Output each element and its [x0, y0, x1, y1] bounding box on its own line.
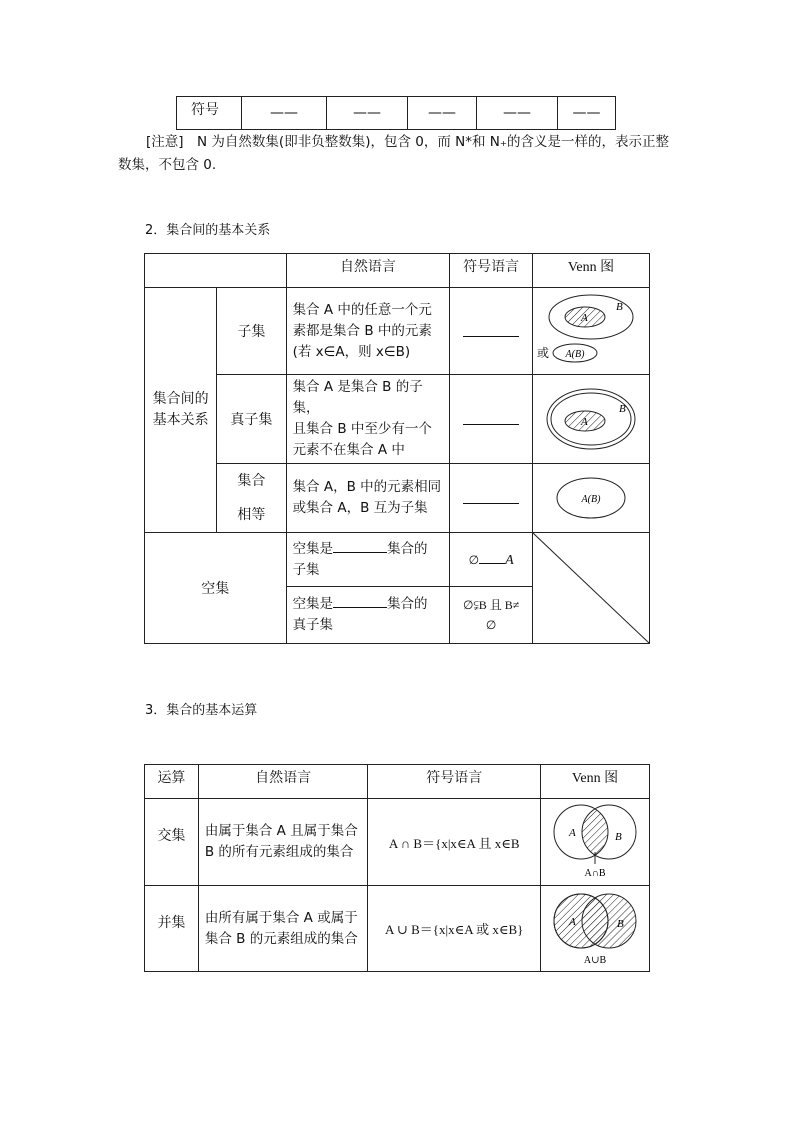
group-label-line-1: 集合间的	[152, 391, 209, 407]
union-venn-diagram	[541, 889, 649, 969]
relation-table	[144, 253, 650, 644]
symbol-blank-4: ——	[477, 97, 558, 130]
symbol-blank-2: ——	[327, 97, 408, 130]
subset-venn-or: 或	[537, 346, 550, 360]
note-line-2: 数集，不包含 0.	[118, 157, 217, 173]
note-line-1: [注意] N 为自然数集(即非负整数集)，包含 0，而 N*和 N₊的含义是一样的，表示正整	[146, 134, 669, 150]
row-subset-symbol	[450, 288, 533, 375]
subset-natural-line-3: (若 x∈A，则 x∈B)	[292, 343, 411, 360]
note-paragraph	[118, 131, 688, 177]
subset-symbol-blank	[463, 322, 519, 337]
empty-row1-symbol-blank	[479, 551, 505, 564]
empty-venn-diagonal-cell	[533, 533, 650, 644]
row-intersection-name: 交集	[145, 799, 199, 886]
empty-row1-line-1: 空集是 集合的	[292, 540, 428, 557]
row-equal-natural	[286, 464, 450, 533]
empty-row1-symbol	[450, 533, 533, 587]
subset-natural-line-1: 集合 A 中的任意一个元	[292, 301, 432, 318]
equal-natural-line-1: 集合 A，B 中的元素相同	[292, 479, 442, 495]
union-venn-a: A	[569, 915, 576, 928]
empty-row2-symbol	[450, 587, 533, 644]
equal-name-line-1: 集合	[237, 473, 266, 489]
row-subset-venn	[533, 288, 650, 375]
equal-venn-diagram	[533, 473, 649, 523]
row-equal-symbol	[450, 464, 533, 533]
proper-natural-line-3: 元素不在集合 A 中	[292, 442, 405, 458]
row-proper-subset-venn	[533, 375, 650, 464]
row-intersection-symbol: A ∩ B＝{x|x∈A 且 x∈B	[368, 799, 541, 886]
empty-row1-symbol-a: A	[505, 552, 514, 568]
union-venn-b: B	[617, 917, 624, 930]
subset-natural-line-2: 素都是集合 B 中的元素	[292, 322, 432, 339]
proper-subset-venn-diagram	[533, 384, 649, 454]
equal-name-line-2: 相等	[237, 507, 266, 523]
diagonal-line	[533, 533, 649, 643]
intersection-venn-caption: A∩B	[584, 868, 606, 879]
symbol-blank-3: ——	[408, 97, 477, 130]
union-natural-line-2: 集合 B 的元素组成的集合	[204, 930, 358, 947]
relation-header-blank	[145, 254, 287, 288]
subset-venn-diagram	[533, 293, 649, 369]
intersection-venn-b: B	[615, 831, 622, 843]
empty-row2-natural	[286, 587, 450, 644]
empty-row2-symbol-line-1: ∅⫋B 且 B≠	[462, 598, 520, 613]
subset-venn-alt-label: A(B)	[565, 349, 585, 360]
relation-header-symbol: 符号语言	[450, 254, 533, 288]
row-subset-name: 子集	[217, 288, 286, 375]
relation-header-natural: 自然语言	[286, 254, 450, 288]
subset-venn-inner-label: A	[581, 312, 588, 324]
op-header-natural: 自然语言	[198, 765, 368, 799]
symbol-blank-5: ——	[558, 97, 616, 130]
equal-symbol-blank	[463, 489, 519, 504]
op-header-symbol: 符号语言	[368, 765, 541, 799]
intersection-natural-line-1: 由属于集合 A 且属于集合	[204, 823, 358, 839]
row-union-symbol: A ∪ B＝{x|x∈A 或 x∈B}	[368, 886, 541, 972]
proper-venn-outer-label: B	[619, 403, 626, 415]
section-2-title: 2．集合间的基本关系	[145, 223, 271, 238]
equal-natural-line-2: 或集合 A，B 互为子集	[292, 500, 428, 516]
section-3-title: 3．集合的基本运算	[145, 703, 258, 718]
empty-row2-line-2: 真子集	[292, 617, 334, 634]
row-intersection-natural	[198, 799, 368, 886]
proper-venn-inner-label: A	[581, 416, 588, 428]
empty-row2-line-1: 空集是 集合的	[292, 596, 428, 613]
subset-venn-outer-label: B	[616, 301, 623, 313]
op-header-op: 运算	[145, 765, 199, 799]
proper-symbol-blank	[463, 410, 519, 425]
row-union-name: 并集	[145, 886, 199, 972]
row-intersection-venn	[541, 799, 650, 886]
empty-set-symbol: ∅	[468, 552, 480, 567]
symbol-blank-1: ——	[242, 97, 327, 130]
intersection-venn-a: A	[569, 827, 576, 839]
intersection-venn-diagram	[541, 802, 649, 882]
row-union-natural	[198, 886, 368, 972]
group-label-line-2: 基本关系	[152, 412, 209, 428]
equal-venn-label: A(B)	[581, 494, 601, 505]
empty-row1-blank	[333, 540, 387, 553]
row-subset-natural	[286, 288, 450, 375]
operation-table	[144, 764, 650, 972]
symbol-table	[176, 96, 616, 130]
empty-row2-symbol-line-2: ∅	[485, 618, 497, 633]
intersection-natural-line-2: B 的所有元素组成的集合	[204, 844, 354, 860]
proper-natural-line-1: 集合 A 是集合 B 的子集，	[292, 379, 423, 416]
row-proper-subset-symbol	[450, 375, 533, 464]
relation-header-venn: Venn 图	[533, 254, 650, 288]
empty-row1-line-2: 子集	[292, 561, 320, 578]
row-union-venn	[541, 886, 650, 972]
row-equal-name	[217, 464, 286, 533]
proper-natural-line-2: 且集合 B 中至少有一个	[292, 421, 432, 437]
empty-row1-natural	[286, 533, 450, 587]
op-header-venn: Venn 图	[541, 765, 650, 799]
union-natural-line-1: 由所有属于集合 A 或属于	[204, 909, 358, 926]
symbol-label: 符号	[177, 97, 242, 130]
empty-row2-blank	[333, 595, 387, 608]
empty-set-label: 空集	[145, 533, 287, 644]
row-equal-venn	[533, 464, 650, 533]
row-proper-subset-natural	[286, 375, 450, 464]
row-proper-subset-name: 真子集	[217, 375, 286, 464]
group-label	[145, 288, 217, 533]
union-venn-caption: A∪B	[583, 954, 607, 966]
